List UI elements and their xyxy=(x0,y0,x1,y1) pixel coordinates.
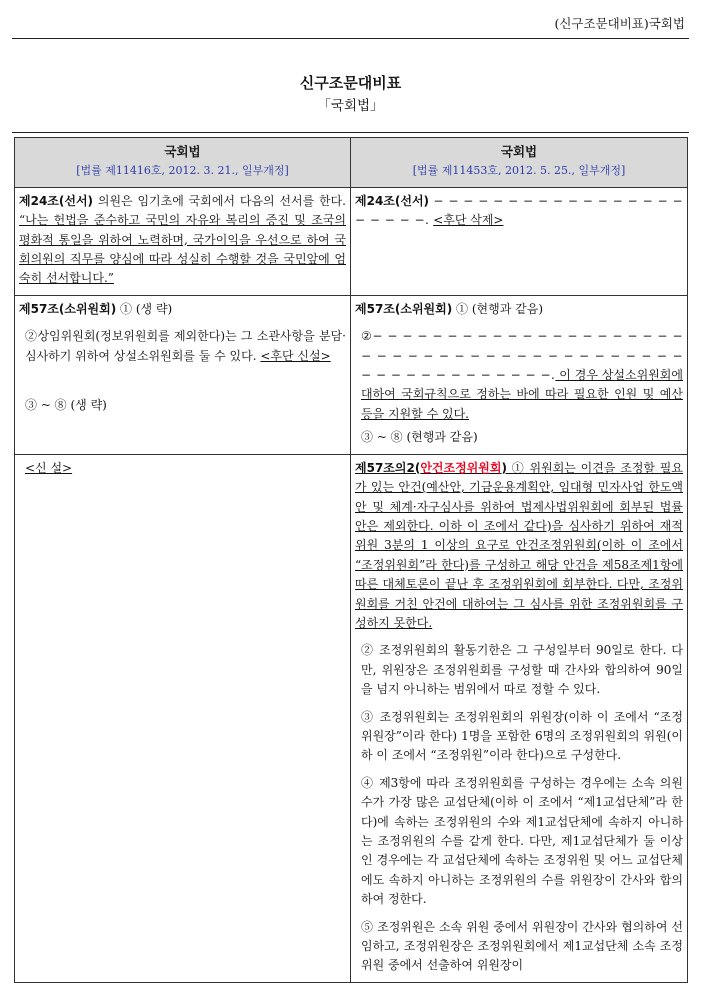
paragraph-1: ① (생 략) xyxy=(116,301,173,316)
paragraph-5: ⑤ 조정위원은 소속 위원 중에서 위원장이 간사와 협의하여 선임하고, 조정위원장은 조정위원회에서 제1교섭단체 소속 조정위원 중에서 선출하여 위원장이 xyxy=(361,919,683,973)
paragraph-2: ② 조정위원회의 활동기한은 그 구성일부터 90일로 한다. 다만, 위원장은 조정위원회를 구성할 때 간사와 합의하여 90일을 넘지 아니하는 범위에서 따로 정할 수 있다. xyxy=(361,643,683,697)
paragraph-3-8: ③ ~ ⑧ (생 략) xyxy=(25,398,107,413)
old-law-header xyxy=(15,138,351,188)
table-top-rule xyxy=(12,132,689,133)
article-text: 의원은 임기초에 국회에서 다음의 선서를 한다. xyxy=(93,193,346,208)
document-title: 신구조문대비표 xyxy=(299,74,402,92)
old-article-57 xyxy=(15,295,351,454)
article-heading: 제57조(소위원회) xyxy=(19,301,117,316)
article-heading-close: ) xyxy=(501,460,507,475)
table-row xyxy=(15,454,688,982)
unchanged-dashes: − − − − − − − − − − − − − − − − − − − − − −. xyxy=(355,193,683,228)
table-header-row xyxy=(15,138,688,188)
article-heading: 제24조(선서) xyxy=(19,193,94,208)
paragraph-1: ① (현행과 같음) xyxy=(452,301,544,316)
oath-text: “나는 헌법을 준수하고 국민의 자유와 복리의 증진 및 조국의 평화적 통일을 위하여 노력하며, 국가이익을 우선으로 하여 국회의원의 직무를 양심에 따라 성실히 수행할 것을 국민앞에 엄숙히 선서합니다.” xyxy=(19,213,346,286)
amendment-note: <후단 신설> xyxy=(260,348,331,363)
paragraph-3: ③ 조정위원회는 조정위원회의 위원장(이하 이 조에서 “조정위원장”이라 한다) 1명을 포함한 6명의 조정위원회의 위원(이하 이 조에서 “조정위원”이라 한다)으로 구성한다. xyxy=(361,709,683,763)
unchanged-dashes: ②− − − − − − − − − − − − − − − − − − − − − − − − − − − − − − − − − − − − − − − − − − − − − − − − − − − − − − −. xyxy=(361,329,683,383)
paragraph-1: ① 위원회는 이견을 조정할 필요가 있는 안건(예산안, 기금운용계획안, 임대형 민자사업 한도액안 및 체계·자구심사를 위하여 법제사법위원회에 회부된 법률안은 제외한다. 이하 이 조에서 같다)을 심사하기 위하여 재적위원 3분의 1 이상의 요구로 안건조정위원회(이하 이 조에서 “조정위원회”라 한다)를 구성하고 해당 안건을 제58조제1항에 따른 대체토론이 끝난 후 조정위원회에 회부한다. 다만, 조정위원회를 거친 안건에 대하여는 그 심사를 위한 조정위원회를 구성하지 못한다. xyxy=(355,460,683,630)
paragraph-4: ④ 제3항에 따라 조정위원회를 구성하는 경우에는 소속 의원수가 가장 많은 교섭단체(이하 이 조에서 “제1교섭단체”라 한다)에 속하는 조정위원의 수와 제1교섭단체에 속하지 아니하는 조정위원의 수를 같게 한다. 다만, 제1교섭단체가 둘 이상인 경우에는 각 교섭단체에 속하는 조정위원 및 어느 교섭단체에도 속하지 아니하는 조정위원의 수를 위원장이 간사와 합의하여 정한다. xyxy=(361,775,683,907)
added-sentence: 이 경우 상설소위원회에 대하여 국회규칙으로 정하는 바에 따라 필요한 인원 및 예산 등을 지원할 수 있다. xyxy=(361,368,683,421)
new-article-24 xyxy=(351,187,688,295)
amendment-note: <후단 삭제> xyxy=(433,213,504,228)
article-heading: 제57조의2( xyxy=(355,460,421,475)
old-law-name: 국회법 xyxy=(164,144,201,159)
new-law-version: [법률 제11453호, 2012. 5. 25., 일부개정] xyxy=(412,164,626,178)
old-article-24 xyxy=(15,187,351,295)
paragraph-3-8: ③ ~ ⑧ (현행과 같음) xyxy=(361,430,478,445)
comparison-table xyxy=(14,137,688,983)
document-subtitle: 「국회법」 xyxy=(317,98,384,114)
new-article-57-2 xyxy=(351,454,688,982)
paragraph-2: ②상임위원회(정보위원회를 제외한다)는 그 소관사항을 분담·심사하기 위하여 상설소위원회를 둘 수 있다. xyxy=(25,329,346,363)
new-law-name: 국회법 xyxy=(500,144,538,159)
article-heading-highlight: 안건조정위원회 xyxy=(420,460,502,475)
new-article-57 xyxy=(351,295,688,454)
new-provision-note: <신 설> xyxy=(25,460,73,475)
running-head: (신구조문대비표)국회법 xyxy=(554,16,685,31)
new-law-header xyxy=(351,138,688,188)
article-heading: 제57조(소위원회) xyxy=(355,301,453,316)
table-row xyxy=(15,295,688,454)
table-row xyxy=(15,187,688,295)
old-law-version: [법률 제11416호, 2012. 3. 21., 일부개정] xyxy=(76,164,289,178)
article-heading: 제24조(선서) xyxy=(355,193,430,208)
old-article-57-2 xyxy=(15,454,351,982)
header-rule xyxy=(12,38,689,39)
